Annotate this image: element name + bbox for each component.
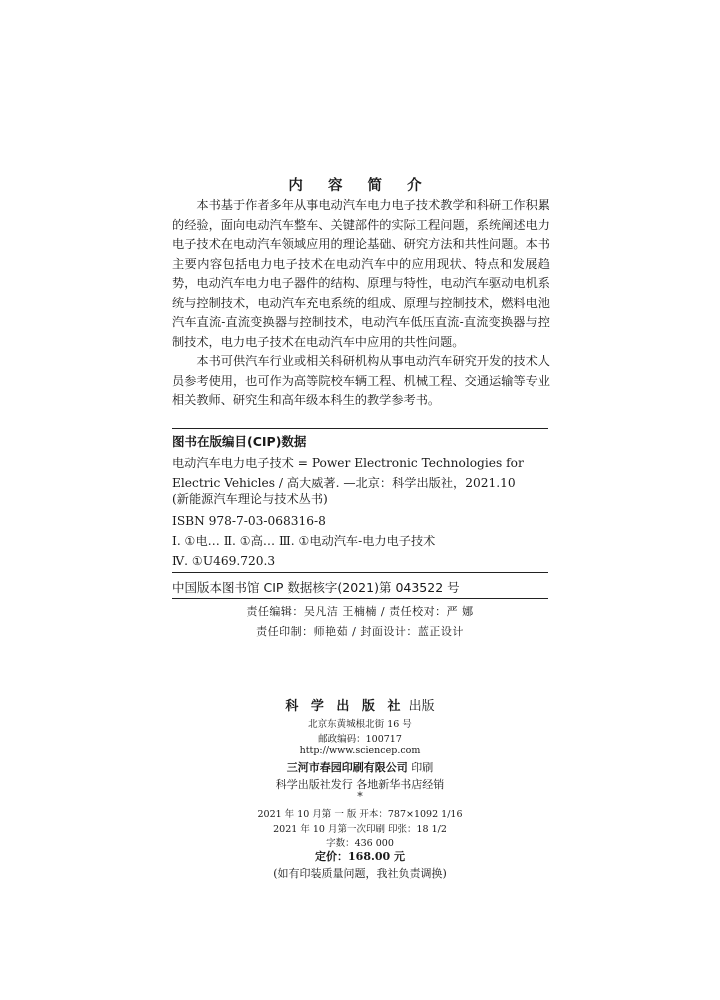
publisher-name: 科 学 出 版 社: [285, 699, 405, 714]
cip-series: (新能源汽车理论与技术丛书): [172, 492, 328, 506]
separator-star: *: [357, 790, 363, 803]
publisher-address: 北京东黄城根北街 16 号: [308, 719, 412, 730]
cip-heading: 图书在版编目(CIP)数据: [172, 434, 307, 449]
publisher-line: [0, 695, 720, 714]
summary-paragraph: 本书可供汽车行业或相关科研机构从事电动汽车研究开发的技术人员参考使用，也可作为高等院校车辆工程、机械工程、交通运输等专业相关教师、研究生和高年级本科生的教学参考书。: [172, 354, 550, 407]
printer-suffix: 印刷: [411, 761, 434, 774]
cip-top-rule: [172, 428, 548, 429]
cip-entry: 电动汽车电力电子技术 = Power Electronic Technologies for Electric Vehicles / 高大威著. —北京：科学出版社，2021.10: [172, 456, 524, 490]
cip-record-number: 中国版本图书馆 CIP 数据核字(2021)第 043522 号: [172, 580, 460, 595]
word-count: 字数：436 000: [326, 838, 394, 849]
quality-note: (如有印装质量问题，我社负责调换): [273, 867, 447, 880]
distribution-line: 科学出版社发行 各地新华书店经销: [275, 778, 445, 791]
staff-line: 责任编辑：吴凡洁 王楠楠 / 责任校对：严 娜: [246, 605, 474, 618]
printer-line: [0, 759, 720, 775]
summary-paragraph: 本书基于作者多年从事电动汽车电力电子技术教学和科研工作积累的经验，面向电动汽车整车、关键部件的实际工程问题，系统阐述电力电子技术在电动汽车领域应用的理论基础、研究方法和共性问题。本书主要内容包括电力电子技术在电动汽车中的应用现状、特点和发展趋势，电动汽车电力电子器件的结构、原理与特性，电动汽车驱动电机系统与控制技术，电动汽车充电系统的组成、原理与控制技术，燃料电池汽车直流-直流变换器与控制技术，电动汽车低压直流-直流变换器与控制技术，电力电子技术在电动汽车中应用的共性问题。: [172, 198, 550, 349]
publisher-website: http://www.sciencep.com: [299, 745, 421, 756]
summary-title: 内 容 简 介: [288, 177, 432, 194]
publisher-postcode: 邮政编码：100717: [318, 734, 402, 745]
publisher-suffix: 出版: [408, 699, 435, 714]
cip-bottom-rule: [172, 598, 548, 599]
printer-name: 三河市春园印刷有限公司: [286, 761, 408, 774]
cip-isbn: ISBN 978-7-03-068316-8: [172, 514, 326, 528]
price: 定价：168.00 元: [315, 850, 405, 863]
edition-line: 2021 年 10 月第 一 版 开本：787×1092 1/16: [257, 809, 463, 820]
printing-line: 2021 年 10 月第一次印刷 印张：18 1/2: [273, 824, 447, 835]
cip-classification: [172, 531, 548, 571]
staff-line: 责任印制：师艳茹 / 封面设计：蓝正设计: [256, 625, 464, 638]
cip-class-line: Ⅰ. ①电… Ⅱ. ①高… Ⅲ. ①电动汽车-电力电子技术: [172, 534, 436, 548]
summary-body: [172, 196, 550, 411]
cip-mid-rule: [172, 572, 548, 573]
cip-class-line: Ⅳ. ①U469.720.3: [172, 554, 276, 568]
